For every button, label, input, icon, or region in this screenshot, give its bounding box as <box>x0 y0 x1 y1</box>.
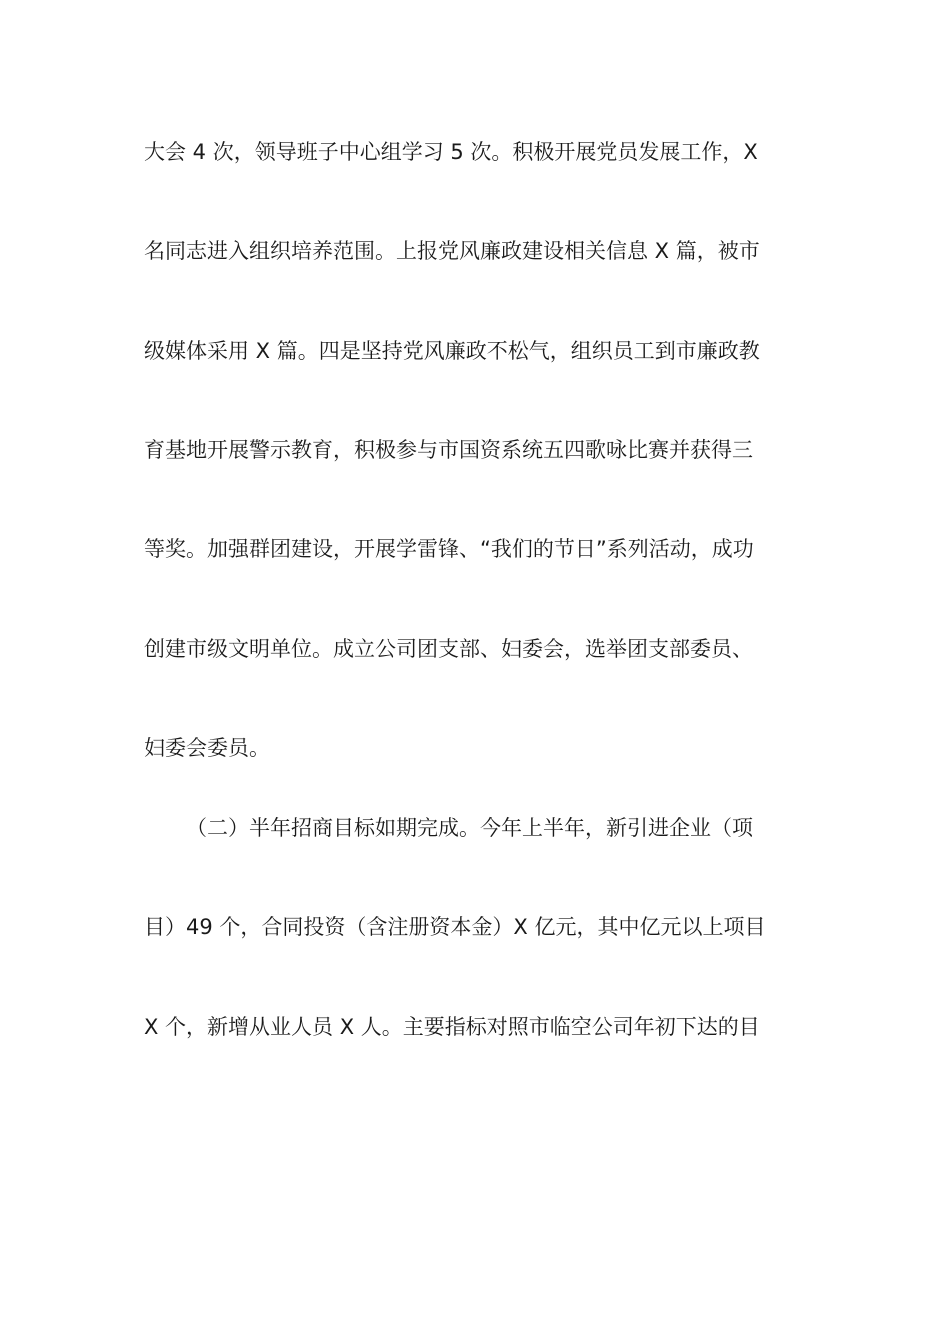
paragraph-line: 目）49 个，合同投资（含注册资本金）X 亿元，其中亿元以上项目 <box>144 915 766 939</box>
paragraph-line: 育基地开展警示教育，积极参与市国资系统五四歌咏比赛并获得三 <box>144 438 753 462</box>
paragraph-line: 级媒体采用 X 篇。四是坚持党风廉政不松气，组织员工到市廉政教 <box>144 339 760 363</box>
paragraph-line: 妇委会委员。 <box>144 736 270 760</box>
paragraph-line: X 个，新增从业人员 X 人。主要指标对照市临空公司年初下达的目 <box>144 1015 760 1039</box>
paragraph-line: 创建市级文明单位。成立公司团支部、妇委会，选举团支部委员、 <box>144 637 753 661</box>
paragraph-line: 等奖。加强群团建设，开展学雷锋、“我们的节日”系列活动，成功 <box>144 537 754 561</box>
paragraph-line: 名同志进入组织培养范围。上报党风廉政建设相关信息 X 篇，被市 <box>144 239 760 263</box>
paragraph-line: 大会 4 次，领导班子中心组学习 5 次。积极开展党员发展工作，X <box>144 140 758 164</box>
section-heading-line: （二）半年招商目标如期完成。今年上半年，新引进企业（项 <box>186 816 753 840</box>
